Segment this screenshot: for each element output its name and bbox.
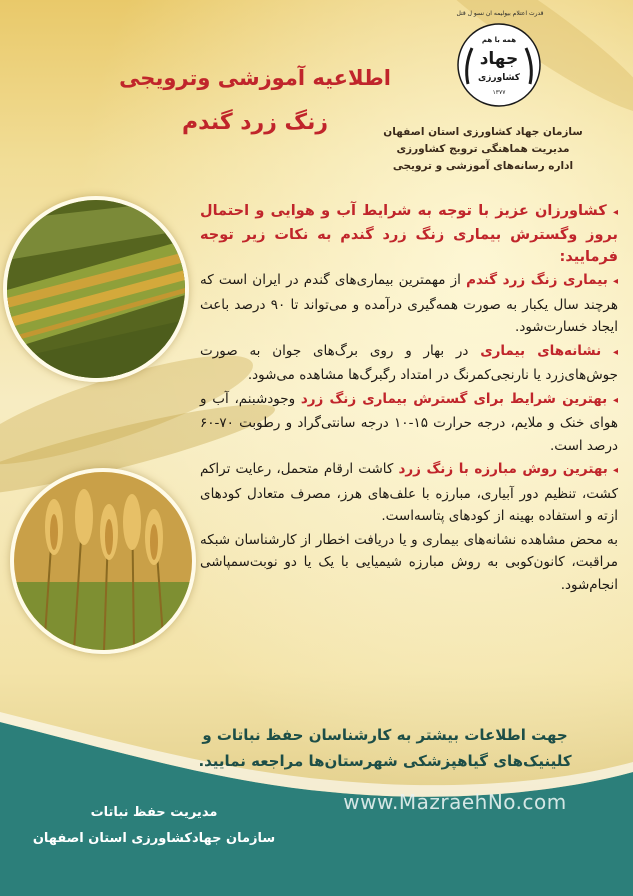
paragraph-disease	[200, 269, 618, 339]
paragraph-conditions	[200, 388, 618, 458]
logo-year: ۱۳۷۷	[492, 89, 506, 96]
logo-sub-text: کشاورزی	[478, 73, 520, 83]
org-line-3: اداره رسانه‌های آموزشی و ترویجی	[392, 160, 574, 172]
rust-leaf-photo	[3, 196, 189, 382]
symptoms-highlight: نشانه‌های بیماری	[480, 342, 602, 359]
poster-subtitle: زنگ زرد گندم	[182, 110, 328, 135]
website-url[interactable]: www.MazraehNo.com	[343, 790, 567, 814]
footer-line-2: سازمان جهادکشاورزی استان اصفهان	[32, 831, 276, 846]
control-highlight: بهترین روش مبارزه با زنگ زرد	[398, 461, 608, 477]
bullet-icon: ◂	[612, 346, 618, 358]
contact-note	[150, 722, 620, 774]
intro-text: کشاورزان عزیز با توجه به شرایط آب و هوایی و احتمال بروز وگسترش بیماری زنگ زرد گندم به نکات زیر توجه فرمایید:	[200, 203, 618, 265]
logo-main-text: جهاد	[479, 49, 519, 69]
logo-arc-text: قدرت اعتلام بیولیمه ان نسو ل قتل	[456, 10, 544, 17]
poster-title: اطلاعیه آموزشی وترویجی	[119, 66, 391, 90]
symptoms-text: در بهار و روی برگ‌های جوان به صورت جوش‌های‌زرد یا نارنجی‌کمرنگ در امتداد رگبرگ‌ها مشاهده می‌شود.	[200, 342, 618, 383]
rust-leaf-image	[7, 200, 185, 378]
intro-paragraph	[200, 200, 618, 268]
paragraph-control	[200, 458, 618, 528]
contact-line-1: جهت اطلاعات بیشتر به کارشناسان حفظ نباتات و	[202, 726, 568, 744]
bullet-icon: ◂	[612, 465, 618, 476]
control-text: کاشت ارقام متحمل، رعایت تراکم کشت، تنظیم دور آبیاری، مبارزه با علف‌های هرز، مصرف متعادل کودهای ازته و استفاده بهینه از کودهای پتاسه‌است.	[200, 461, 618, 524]
org-line-2: مدیریت هماهنگی ترویج کشاورزی	[396, 143, 570, 155]
wheat-ears-photo	[10, 468, 196, 654]
advisory-body	[200, 200, 618, 597]
jahad-keshavarzi-logo	[456, 22, 542, 108]
bullet-icon: ◂	[612, 276, 618, 287]
wheat-ears-image	[14, 472, 192, 650]
logo-top-text: همه با هم	[481, 36, 517, 44]
conditions-highlight: بهترین شرایط برای گسترش بیماری زنگ زرد	[300, 390, 608, 407]
footer-line-1: مدیریت حفظ نباتات	[90, 805, 218, 820]
footer-organization	[24, 800, 284, 852]
conditions-text: وجودشبنم، آب و هوای خنک و ملایم، درجه حرارت ۱۵-۱۰ درجه سانتی‌گراد و رطوبت ۷۰-۶۰ درصد است.	[200, 390, 618, 454]
contact-line-2: کلینیک‌های گیاهپزشکی شهرستان‌ها مراجعه نمایید.	[198, 752, 572, 770]
disease-text: از مهمترین بیماری‌های گندم در ایران است که هرچند سال یکبار به صورت همه‌گیری درآمده و می‌تواند تا ۹۰ درصد باعث ایجاد خسارت‌شود.	[200, 272, 618, 335]
bullet-icon: ◂	[612, 207, 618, 218]
org-line-1: سازمان جهاد کشاورزی استان اصفهان	[383, 126, 583, 138]
disease-highlight: بیماری زنگ زرد گندم	[466, 272, 608, 288]
paragraph-symptoms	[200, 340, 618, 387]
bullet-icon: ◂	[612, 394, 618, 406]
paragraph-spraying: به محض مشاهده نشانه‌های بیماری و یا دریافت اخطار از کارشناسان شبکه مراقبت، کانون‌کوبی به روش مبارزه شیمیایی با یک یا دو نوبت‌سمپاشی انجام‌شود.	[200, 531, 618, 593]
